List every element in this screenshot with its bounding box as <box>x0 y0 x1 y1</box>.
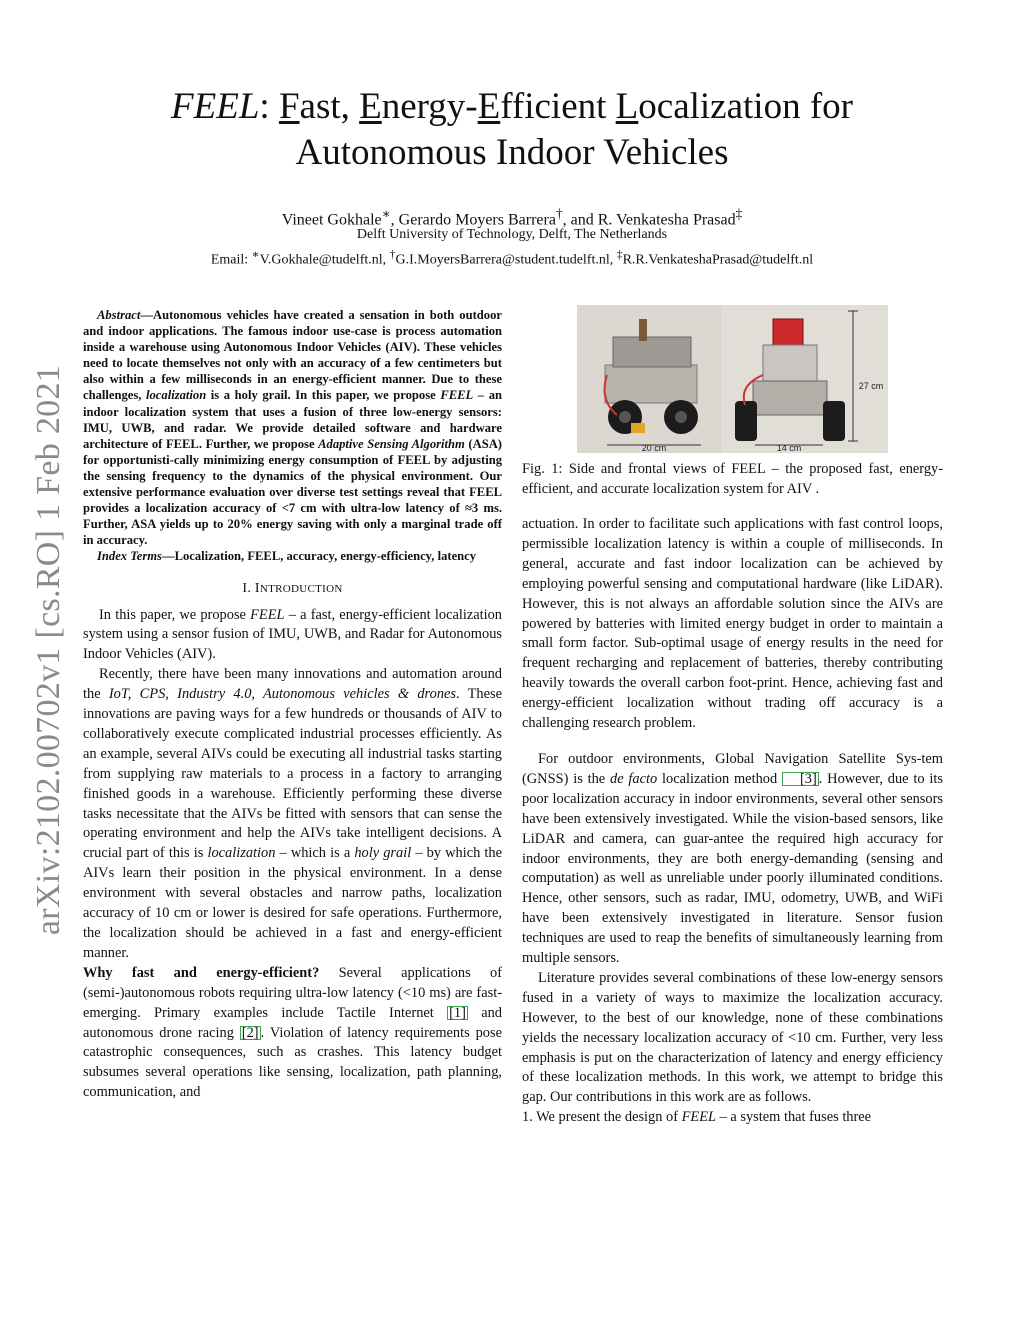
citation-3[interactable]: [3] <box>782 772 819 786</box>
abstract-text-2: is a holy grail. In this paper, we propose <box>206 388 441 403</box>
side-view-hub-rear <box>619 411 631 423</box>
section-first-letter: I <box>254 580 260 596</box>
front-view-wheel-left <box>735 401 757 441</box>
right-paragraph-2 <box>522 750 943 969</box>
citation-1[interactable]: [1] <box>449 1004 466 1021</box>
title-line2: Autonomous Indoor Vehicles <box>295 132 729 173</box>
intro-holy-grail: holy grail <box>354 845 412 862</box>
index-terms-label: Index Terms <box>97 549 162 564</box>
author-1: Vineet Gokhale <box>281 211 382 229</box>
intro-p1a: In this paper, we propose <box>99 606 251 623</box>
intro-p2d: – by which the AIVs learn their position in the physical environment. In a dense environment with several obstacles and narrow paths, localization accuracy of 10 cm or lower is desired for safe operations. Furthermore, the localization should be achieved in a fast and energy-efficient manner. <box>83 845 502 961</box>
intro-paragraph-1 <box>83 606 502 666</box>
author-3: , and R. Venkatesha Prasad <box>562 211 736 229</box>
dim-width-front: 14 cm <box>776 443 802 453</box>
right-p2c: . However, due to its poor localization accuracy in indoor environments, several other sensors have been extensively investigated. While the vision-based sensors, like LiDAR and camera, can guar-antee the required high accuracy for indoor environments, they are both energy-demanding (sensing and computation) as well as unreliable under poorly illuminated conditions. Hence, other sensors, such as radar, IMU, odometry, UWB, and WiFi have been extensively investigated in literature. Sensor fusion techniques are used to reap the benefits of simultaneously learning from multiple sensors. <box>522 770 943 967</box>
right-paragraph-4 <box>522 1108 943 1128</box>
email-mark-3: ‡ <box>616 248 623 261</box>
title-sep: : <box>259 86 279 127</box>
intro-p2b: . These innovations are paving ways for a few hundreds or thousands of AIV to collaboratively execute complicated industrial processes efficiently. As an example, several AIVs could be executing all industrial tasks starting from supplying raw materials to a process in a factory to arranging finished goods in a warehouse. Efficiently performing these diverse tasks necessitate that the AIVs be fitted with sensors that can sense the operating environment and help the AIVs take intelligent decisions. A crucial part of this is <box>83 686 503 862</box>
abstract-text-3: – an indoor localization system that uses a fusion of three low-energy sensors: IMU, UWB, and radar. We provide detailed software and hardware architecture of FEEL. Further, we propose <box>83 388 502 451</box>
intro-why-heading: Why fast and energy-efficient? <box>83 964 320 981</box>
front-view-body <box>763 345 817 381</box>
right-column <box>522 515 943 1128</box>
intro-feel: FEEL <box>250 606 285 623</box>
author-3-mark: ‡ <box>735 206 743 221</box>
title-feel: FEEL <box>171 86 260 127</box>
author-1-mark: ∗ <box>381 206 391 221</box>
robot-photo-illustration <box>577 305 888 453</box>
intro-paragraph-3 <box>83 964 502 1103</box>
email-2[interactable]: G.I.MoyersBarrera@student.tudelft.nl, <box>395 252 617 268</box>
intro-paragraph-2 <box>83 665 502 964</box>
abstract-asa: Adaptive Sensing Algorithm <box>318 436 465 451</box>
front-view-chassis <box>753 381 827 415</box>
right-p4a: 1. We present the design of <box>522 1109 682 1126</box>
index-terms-text: —Localization, FEEL, accuracy, energy-efficiency, latency <box>161 549 477 564</box>
side-view-chassis <box>605 365 697 403</box>
title-fast: ast, <box>299 86 360 127</box>
author-2-mark: † <box>555 206 563 221</box>
title-f: F <box>278 86 300 127</box>
intro-p2a: Recently, there have been many innovations and automation around the <box>83 666 502 703</box>
index-terms <box>83 548 502 564</box>
arxiv-id: arXiv:2102.00702v1 [cs.RO] 1 Feb 2021 <box>30 364 67 936</box>
abstract-text-1: Autonomous vehicles have created a sensation in both outdoor and indoor applications. The famous indoor use-case is process automation inside a warehouse using Autonomous Indoor Vehicles (AIV). These vehicles need to locate themselves not only with an accuracy of a few centimeters but also within a few milliseconds in an energy-efficient manner. Due to these challenges, <box>83 308 502 403</box>
title-l: L <box>615 86 639 127</box>
right-paragraph-1: actuation. In order to facilitate such applications with fast control loops, permissible localization latency is within a couple of milliseconds. In general, accurate and fast indoor localization can be achieved by employing powerful sensing and computational hardware (like LiDAR). However, this is not always an affordable solution since the AIVs are powered by batteries with limited energy budget in order to maintain a small form factor. Sub-optimal usage of energy results in the need for frequent recharging and replacement of batteries, thereby contributing heavily towards the overall carbon foot-print. Hence, achieving fast and energy-efficient localization without trading off accuracy is a challenging research problem. <box>522 516 943 732</box>
title-e1: E <box>359 86 382 127</box>
title-localization: ocalization for <box>638 86 853 127</box>
paper-title <box>80 84 944 176</box>
dim-height: 27 cm <box>858 381 884 391</box>
intro-p3b: and autonomous drone racing <box>83 1004 502 1041</box>
email-mark-2: † <box>389 248 396 261</box>
dim-width-side: 20 cm <box>641 443 667 453</box>
abstract-label: Abstract <box>97 308 141 322</box>
citation-2[interactable]: [2] <box>241 1024 259 1041</box>
right-p2a: For outdoor environments, Global Navigation Satellite Sys-tem (GNSS) is the <box>522 750 943 787</box>
section-num: I. <box>242 580 255 596</box>
intro-p3a: Several applications of (semi-)autonomous robots requiring ultra-low latency (<10 ms) are fast-emerging. Primary examples include Tactile Internet <box>83 964 503 1021</box>
intro-p3c: . Violation of latency requirements pose catastrophic consequences, such as crashes. This latency budget subsumes several operations like sensing, localization, path planning, communication, and <box>83 1024 502 1101</box>
right-de-facto: de facto <box>610 770 658 787</box>
email-line <box>80 245 944 270</box>
email-mark-1: ∗ <box>251 248 260 261</box>
side-view-mast <box>639 319 647 341</box>
section-rest: NTRODUCTION <box>259 582 343 595</box>
email-1[interactable]: V.Gokhale@tudelft.nl, <box>259 252 390 268</box>
side-view-connector <box>631 423 645 433</box>
right-p4b: – a system that fuses three <box>716 1109 872 1126</box>
front-view-radar-board <box>773 319 803 345</box>
abstract-localization: localization <box>146 388 207 403</box>
affiliation: Delft University of Technology, Delft, The Netherlands <box>356 227 668 242</box>
figure-robot-photos <box>577 305 888 453</box>
arxiv-stamp <box>30 360 68 940</box>
right-p2b: localization method <box>657 770 782 787</box>
title-energy: nergy- <box>381 86 478 127</box>
intro-p2c: – which is a <box>275 845 355 862</box>
email-3[interactable]: R.R.VenkateshaPrasad@tudelft.nl <box>622 252 814 268</box>
section-heading-introduction <box>83 581 502 597</box>
right-feel: FEEL <box>681 1109 717 1126</box>
abstract-text-4: (ASA) for opportunisti-cally minimizing energy consumption of FEEL by adjusting the sensing frequency to the dynamics of the physical environment. Our extensive performance evaluation over diverse test settings reveal that FEEL provides a localization accuracy of <7 cm with ultra-low latency of ≈3 ms. Further, ASA yields up to 20% energy saving with only a marginal trade off in accuracy. <box>83 436 502 548</box>
intro-localization: localization <box>207 845 276 862</box>
intro-iot: IoT, CPS, Industry 4.0, Autonomous vehicles & drones <box>108 686 457 703</box>
intro-p1b: – a fast, energy-efficient localization system using a sensor fusion of IMU, UWB, and Radar for Autonomous Indoor Vehicles (AIV). <box>83 606 502 663</box>
abstract-dash: — <box>140 308 153 322</box>
email-label: Email: <box>210 252 252 268</box>
title-efficient: fficient <box>500 86 616 127</box>
left-column <box>83 307 502 1103</box>
side-view-hub-front <box>675 411 687 423</box>
title-e2: E <box>477 86 501 127</box>
abstract-feel: FEEL <box>440 388 474 403</box>
author-2: , Gerardo Moyers Barrera <box>390 211 556 229</box>
abstract <box>83 307 502 548</box>
right-paragraph-3: Literature provides several combinations of these low-energy sensors fused in a variety of ways to maximize the localization accuracy. However, to the best of our knowledge, none of these combinations yields the necessary localization accuracy of <10 cm. Further, very less emphasis is put on the characterization of latency and energy efficiency of these localization methods. In this work, we attempt to bridge this gap. Our contributions in this work are as follows. <box>522 969 943 1106</box>
front-view-wheel-right <box>823 401 845 441</box>
side-view-board <box>613 337 691 367</box>
figure-caption: Fig. 1: Side and frontal views of FEEL – the proposed fast, energy-efficient, and accurate localization system for AIV . <box>522 461 943 497</box>
